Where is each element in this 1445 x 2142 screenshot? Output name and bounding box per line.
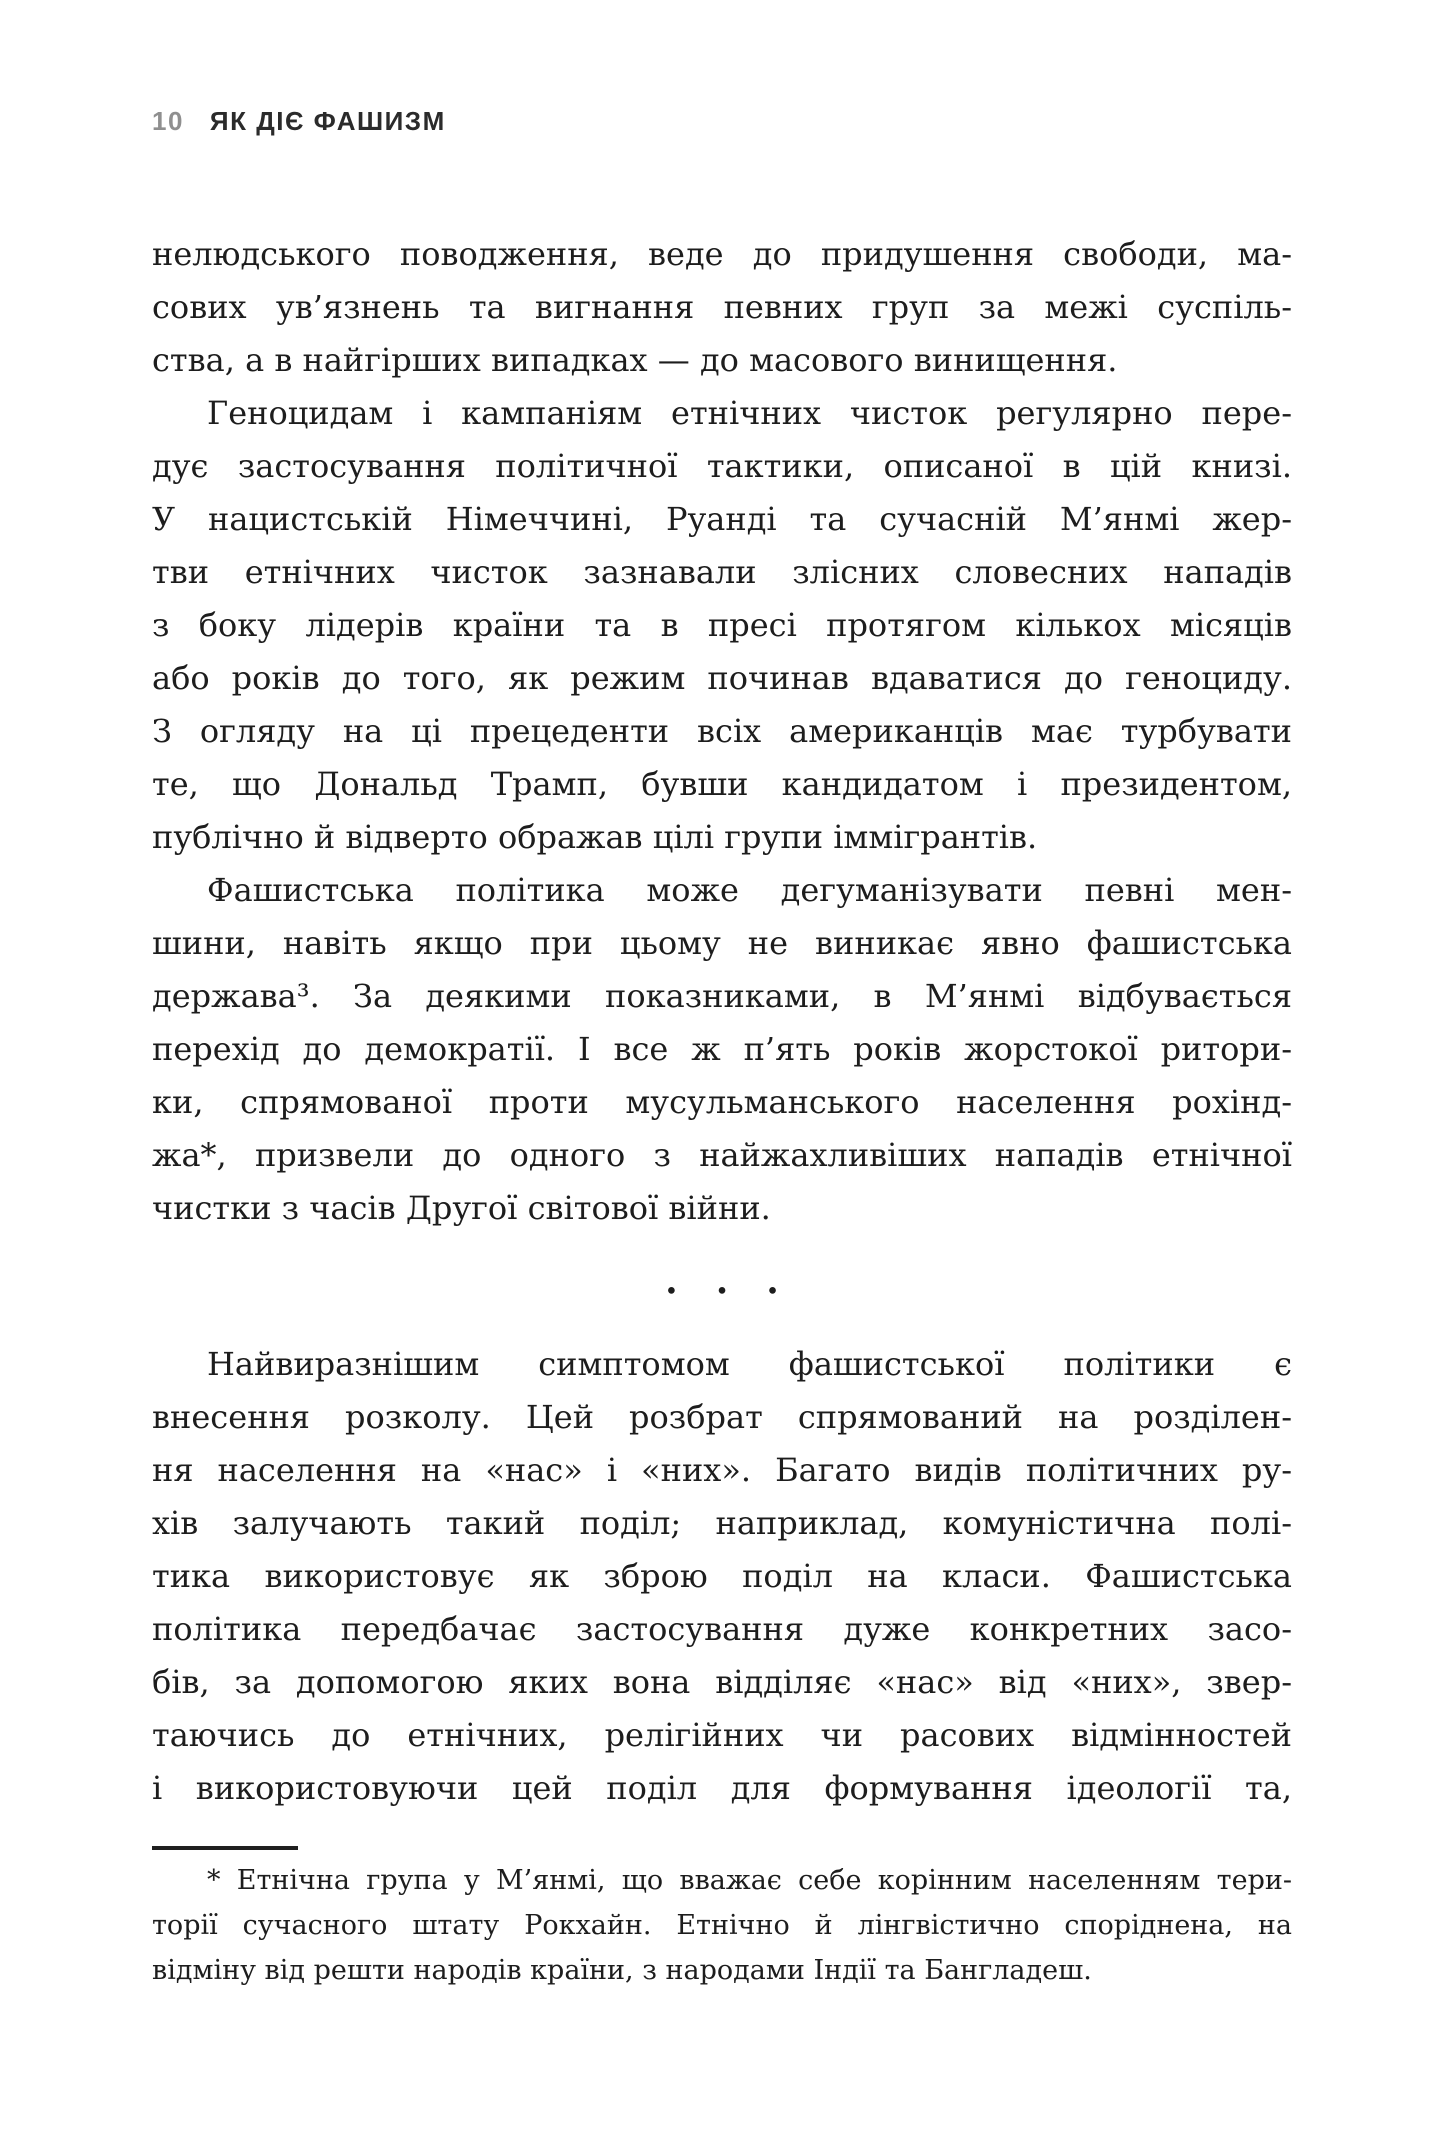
separator-dot: • xyxy=(664,1279,679,1305)
text-line: з боку лідерів країни та в пресі протягом кількох місяців xyxy=(152,606,1292,644)
text-line: держава³. За деякими показниками, в М’янмі відбувається xyxy=(152,977,1292,1015)
text-line: відміну від решти народів країни, з народами Індії та Бангладеш. xyxy=(152,1955,1092,1986)
separator-dot: • xyxy=(765,1279,780,1305)
text-line: Фашистська політика може дегуманізувати певні мен- xyxy=(207,871,1292,909)
body-text-block-1 xyxy=(152,228,1292,1235)
text-line: * Етнічна група у М’янмі, що вважає себе корінним населенням тери- xyxy=(207,1865,1292,1896)
footnote xyxy=(152,1858,1292,1993)
body-text-block-2 xyxy=(152,1338,1292,1815)
separator-dot: • xyxy=(715,1279,729,1305)
text-line: бів, за допомогою яких вона відділяє «нас» від «них», звер- xyxy=(152,1663,1292,1701)
text-line: політика передбачає застосування дуже конкретних засо- xyxy=(152,1610,1292,1648)
footnote-rule xyxy=(152,1846,298,1850)
text-line: тви етнічних чисток зазнавали злісних словесних нападів xyxy=(152,553,1292,591)
text-line: таючись до етнічних, релігійних чи расових відмінностей xyxy=(152,1716,1292,1754)
text-line: жа*, призвели до одного з найжахливіших нападів етнічної xyxy=(152,1136,1292,1174)
text-line: або років до того, як режим починав вдаватися до геноциду. xyxy=(152,659,1292,697)
text-line: хів залучають такий поділ; наприклад, комуністична полі- xyxy=(152,1504,1292,1542)
text-line: З огляду на ці прецеденти всіх американців має турбувати xyxy=(152,712,1292,750)
text-line: ня населення на «нас» і «них». Багато видів політичних ру- xyxy=(152,1451,1292,1489)
paragraph xyxy=(152,1338,1292,1815)
text-line: Найвиразнішим симптомом фашистської політики є xyxy=(207,1345,1292,1383)
page-number: 10 xyxy=(152,106,184,136)
text-line: те, що Дональд Трамп, бувши кандидатом і президентом, xyxy=(152,765,1292,803)
text-line: сових ув’язнень та вигнання певних груп за межі суспіль- xyxy=(152,288,1292,326)
text-line: тика використовує як зброю поділ на класи. Фашистська xyxy=(152,1557,1292,1595)
section-separator xyxy=(152,1266,1292,1319)
text-line: публічно й відверто ображав цілі групи іммігрантів. xyxy=(152,818,1038,856)
text-line: перехід до демократії. І все ж п’ять років жорстокої ритори- xyxy=(152,1030,1292,1068)
paragraph xyxy=(152,387,1292,864)
text-line: чистки з часів Другої світової війни. xyxy=(152,1189,771,1227)
text-line: і використовуючи цей поділ для формування ідеології та, xyxy=(152,1769,1292,1807)
text-line: шини, навіть якщо при цьому не виникає явно фашистська xyxy=(152,924,1292,962)
paragraph xyxy=(152,864,1292,1235)
text-line: ства, а в найгірших випадках — до масового винищення. xyxy=(152,341,1118,379)
text-line: ки, спрямованої проти мусульманського населення рохінд- xyxy=(152,1083,1292,1121)
text-line: внесення розколу. Цей розбрат спрямований на розділен- xyxy=(152,1398,1292,1436)
text-line: дує застосування політичної тактики, описаної в цій книзі. xyxy=(152,447,1292,485)
text-line: нелюдського поводження, веде до придушення свободи, ма- xyxy=(152,235,1292,273)
paragraph xyxy=(152,228,1292,387)
text-line: торії сучасного штату Рокхайн. Етнічно й лінгвістично споріднена, на xyxy=(152,1910,1292,1941)
running-head xyxy=(152,106,446,137)
book-title: ЯК ДІЄ ФАШИЗМ xyxy=(209,106,446,136)
text-line: Геноцидам і кампаніям етнічних чисток регулярно пере- xyxy=(207,394,1292,432)
paragraph xyxy=(152,1858,1292,1993)
text-line: У нацистській Німеччині, Руанді та сучасній М’янмі жер- xyxy=(152,500,1292,538)
